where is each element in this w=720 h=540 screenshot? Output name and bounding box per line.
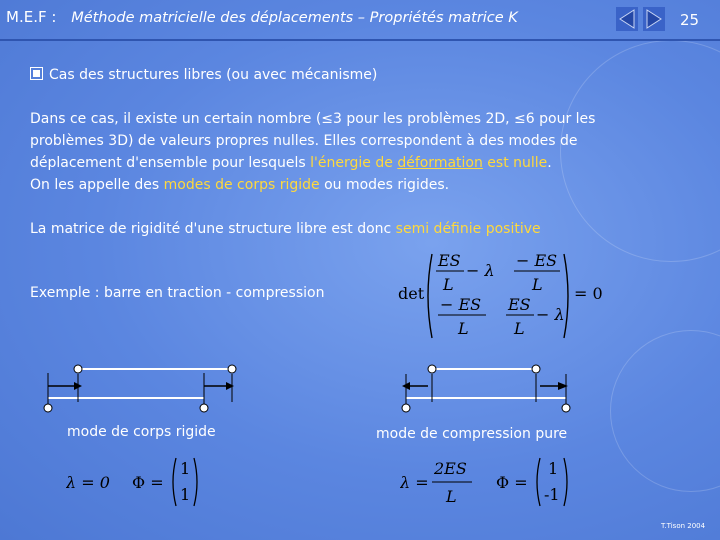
highlight-text: semi définie positive — [395, 221, 541, 237]
paragraph-line — [30, 152, 552, 174]
vector-entry: -1 — [544, 485, 560, 504]
next-slide-button[interactable] — [643, 7, 665, 31]
title-bar — [0, 0, 720, 40]
lambda-label: λ = — [400, 473, 429, 492]
section-heading-text: Cas des structures libres (ou avec mécanisme) — [49, 67, 378, 83]
section-heading — [30, 64, 377, 86]
fraction-denominator: L — [446, 487, 457, 506]
paragraph-line — [30, 174, 449, 196]
rigid-mode-caption: mode de corps rigide — [67, 424, 216, 440]
matrix-entry: ES — [438, 251, 461, 270]
author-credit: T.Tison 2004 — [661, 522, 706, 530]
det-operator: det — [398, 284, 425, 303]
triangle-right-icon — [643, 7, 665, 31]
highlight-underlined-text: déformation — [397, 155, 483, 171]
text-run: ou modes rigides. — [319, 177, 450, 193]
matrix-entry: L — [458, 319, 469, 338]
course-label: M.E.F : — [6, 8, 57, 26]
left-paren — [428, 254, 432, 338]
triangle-left-icon — [616, 7, 638, 31]
matrix-entry: L — [532, 275, 543, 294]
matrix-entry: − ES — [516, 251, 558, 270]
determinant-equation — [396, 246, 626, 346]
rigid-mode-equations — [66, 454, 266, 514]
highlight-text: l'énergie de — [310, 155, 398, 171]
matrix-entry: − ES — [440, 295, 482, 314]
lambda-equation: λ = 0 — [66, 473, 110, 492]
page-number: 25 — [680, 11, 700, 29]
header-divider — [0, 39, 720, 41]
paragraph-line: Dans ce cas, il existe un certain nombre (≤3 pour les problèmes 2D, ≤6 pour les — [30, 111, 596, 127]
fraction-numerator: 2ES — [434, 459, 467, 478]
matrix-entry: L — [514, 319, 525, 338]
paragraph-line: problèmes 3D) de valeurs propres nulles. Elles correspondent à des modes de — [30, 133, 578, 149]
matrix-entry: L — [443, 275, 454, 294]
compression-mode-equations — [400, 454, 600, 514]
slide-title — [6, 8, 518, 26]
equation-rhs: = 0 — [574, 284, 603, 303]
text-run: La matrice de rigidité d'une structure libre est donc — [30, 221, 396, 237]
compression-mode-diagram — [396, 360, 596, 420]
vector-entry: 1 — [548, 459, 559, 478]
paragraph-line — [30, 218, 541, 240]
rigid-mode-diagram — [38, 360, 258, 420]
phi-label: Φ = — [132, 473, 164, 492]
text-run: . — [547, 155, 552, 171]
background-decoration — [610, 330, 720, 492]
text-run: On les appelle des — [30, 177, 164, 193]
example-label: Exemple : barre en traction - compression — [30, 285, 325, 301]
vector-entry: 1 — [180, 485, 191, 504]
right-paren — [564, 254, 568, 338]
text-run: déplacement d'ensemble pour lesquels — [30, 155, 311, 171]
matrix-entry: ES — [508, 295, 531, 314]
background-decoration — [560, 40, 720, 262]
phi-label: Φ = — [496, 473, 528, 492]
highlight-text: modes de corps rigide — [163, 177, 320, 193]
matrix-entry: − λ — [466, 261, 495, 280]
prev-slide-button[interactable] — [616, 7, 638, 31]
matrix-entry: − λ — [536, 305, 565, 324]
checkbox-bullet-icon — [30, 67, 43, 80]
compression-mode-caption: mode de compression pure — [376, 426, 568, 442]
vector-entry: 1 — [180, 459, 191, 478]
slide-topic: Méthode matricielle des déplacements – Propriétés matrice K — [71, 10, 518, 26]
highlight-text: est nulle — [482, 155, 548, 171]
